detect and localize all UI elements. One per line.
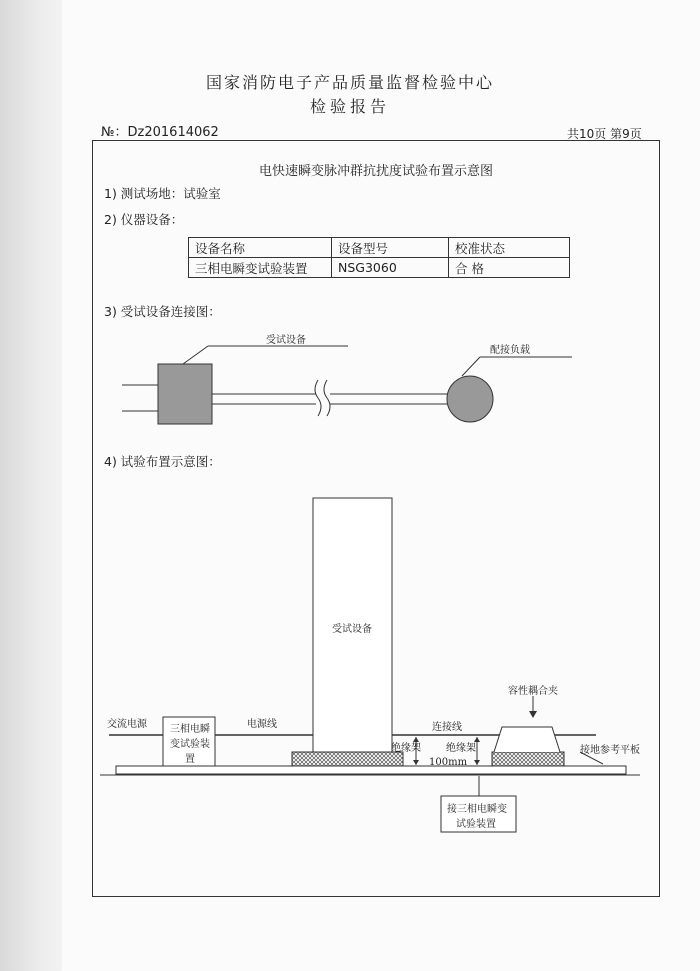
- table-header-cell: 设备型号: [332, 238, 449, 258]
- insulator-label-2: 绝缘架: [446, 743, 476, 754]
- layout-eut-label: 受试设备: [332, 624, 372, 635]
- section-test-site: 1) 测试场地：试验室: [104, 186, 221, 201]
- to-generator-label-1: 接三相电瞬变: [447, 804, 507, 815]
- generator-label-2: 变试验装: [170, 739, 210, 750]
- dimension-arrow-down: [413, 760, 419, 765]
- height-label: 100mm: [429, 757, 468, 768]
- page-count: 共10页 第9页: [567, 127, 642, 141]
- report-title: 检验报告: [309, 97, 390, 116]
- table-cell: 合 格: [449, 258, 570, 278]
- power-cord-label: 电源线: [247, 719, 277, 730]
- ground-plane-label: 接地参考平板: [580, 745, 640, 756]
- connecting-cable-label: 连接线: [432, 722, 462, 733]
- table-cell: NSG3060: [332, 258, 449, 278]
- clamp-label: 容性耦合夹: [508, 686, 558, 697]
- generator-label-1: 三相电瞬: [170, 724, 210, 735]
- insulator-eut: [292, 752, 403, 766]
- diagram-title: 电快速瞬变脉冲群抗扰度试验布置示意图: [258, 164, 493, 179]
- table-header-cell: 设备名称: [189, 238, 332, 258]
- table-cell: 三相电瞬变试验装置: [189, 258, 332, 278]
- ac-power-label: 交流电源: [107, 719, 147, 730]
- org-title: 国家消防电子产品质量监督检验中心: [205, 73, 494, 92]
- table-header-cell: 校准状态: [449, 238, 570, 258]
- coupling-clamp: [494, 727, 560, 752]
- dimension-arrow-down-2: [474, 760, 480, 765]
- section-layout: 4) 试验布置示意图：: [104, 454, 221, 469]
- eut-label: 受试设备: [266, 335, 306, 346]
- insulator-clamp: [492, 752, 564, 766]
- section-instruments: 2) 仪器设备：: [104, 212, 184, 227]
- clamp-arrow-head: [529, 711, 537, 718]
- ground-plane: [116, 766, 626, 774]
- generator-label-3: 置: [185, 754, 195, 765]
- report-number: №：Dz201614062: [101, 125, 219, 140]
- insulator-label-1: 绝缘架: [391, 743, 421, 754]
- to-generator-label-2: 试验装置: [456, 819, 496, 830]
- load-label: 配接负载: [490, 345, 530, 356]
- section-connection: 3) 受试设备连接图：: [104, 304, 221, 319]
